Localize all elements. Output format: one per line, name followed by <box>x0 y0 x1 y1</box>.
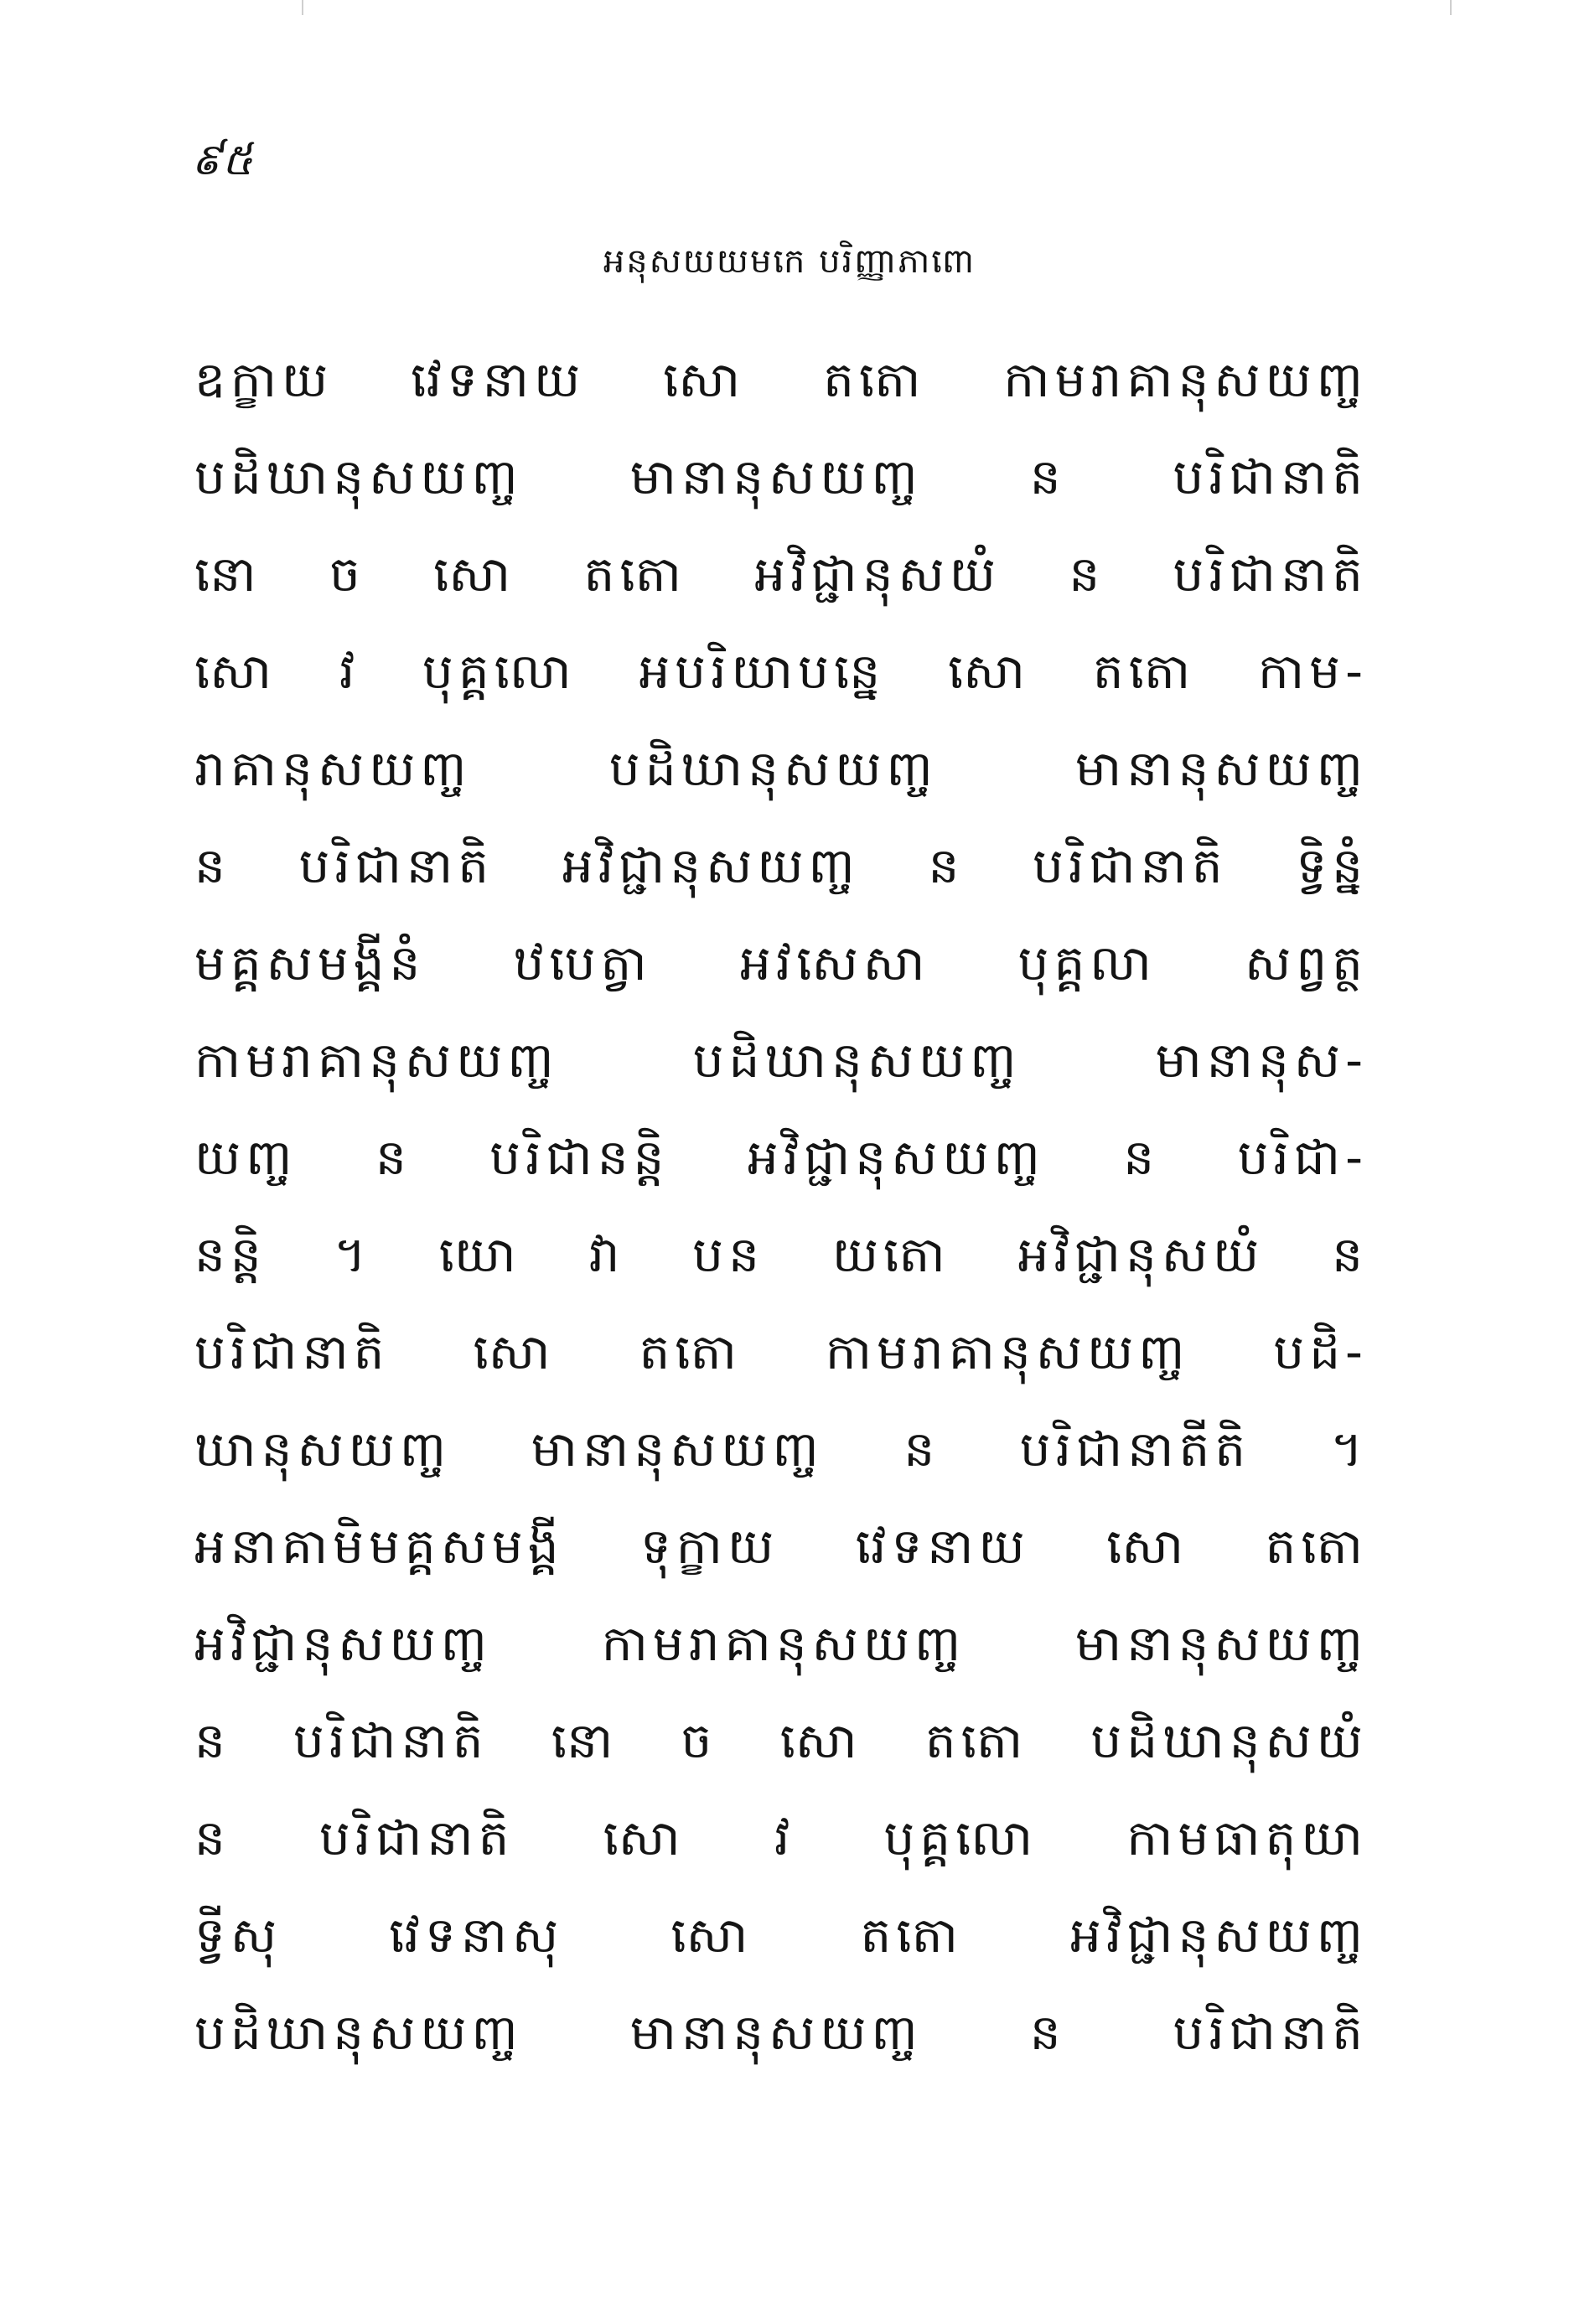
scan-edge-mark <box>302 0 303 15</box>
text-line: នោ ច សោ តតោ អវិជ្ជានុសយំ ន បរិជានាតិ <box>194 546 1368 603</box>
text-line: យញ្ច ន បរិជានន្តិ អវិជ្ជានុសយញ្ច ន បរិជា- <box>194 1129 1368 1186</box>
text-line: អវិជ្ជានុសយញ្ច កាមរាគានុសយញ្ច មានានុសយញ្ច <box>194 1615 1368 1672</box>
text-line: ឃានុសយញ្ច មានានុសយញ្ច ន បរិជានាតីតិ ។ <box>194 1421 1368 1478</box>
text-line: នន្តិ ។ យោ វា បន យតោ អវិជ្ជានុសយំ ន <box>194 1226 1368 1283</box>
text-line: ទ្វីសុ វេទនាសុ សោ តតោ អវិជ្ជានុសយញ្ច <box>194 1907 1368 1964</box>
text-line: រាគានុសយញ្ច បដិឃានុសយញ្ច មានានុសយញ្ច <box>194 740 1368 797</box>
page-number: ៩៥ <box>191 135 253 185</box>
text-line: កាមរាគានុសយញ្ច បដិឃានុសយញ្ច មានានុស- <box>194 1032 1368 1089</box>
text-line: បដិឃានុសយញ្ច មានានុសយញ្ច ន បរិជានាតិ <box>194 448 1368 505</box>
scan-edge-mark <box>1450 0 1452 15</box>
text-line: អនាគាមិមគ្គសមង្គី ទុក្ខាយ វេទនាយ សោ តតោ <box>194 1518 1368 1575</box>
running-header: អនុសយយមកេ បរិញ្ញាភាពោ <box>603 242 976 281</box>
text-line: សោ វ បុគ្គលោ អបរិយាបន្នេ សោ តតោ កាម- <box>194 643 1368 700</box>
body-text <box>194 331 1368 2081</box>
text-line: ន បរិជានាតិ សោ វ បុគ្គលោ កាមធាតុយា <box>194 1809 1368 1866</box>
text-line: ន បរិជានាតិ នោ ច សោ តតោ បដិឃានុសយំ <box>194 1712 1368 1769</box>
text-line: មគ្គសមង្គីនំ ឋបេត្វា អវសេសា បុគ្គលា សព្វត្ថ <box>194 934 1368 991</box>
text-line: ឧក្ខាយ វេទនាយ សោ តតោ កាមរាគានុសយញ្ច <box>194 351 1368 408</box>
text-line: បដិឃានុសយញ្ច មានានុសយញ្ច ន បរិជានាតិ <box>194 2004 1368 2061</box>
text-line: បរិជានាតិ សោ តតោ កាមរាគានុសយញ្ច បដិ- <box>194 1323 1368 1380</box>
text-line: ន បរិជានាតិ អវិជ្ជានុសយញ្ច ន បរិជានាតិ ទ្វិន្នំ <box>194 837 1368 894</box>
